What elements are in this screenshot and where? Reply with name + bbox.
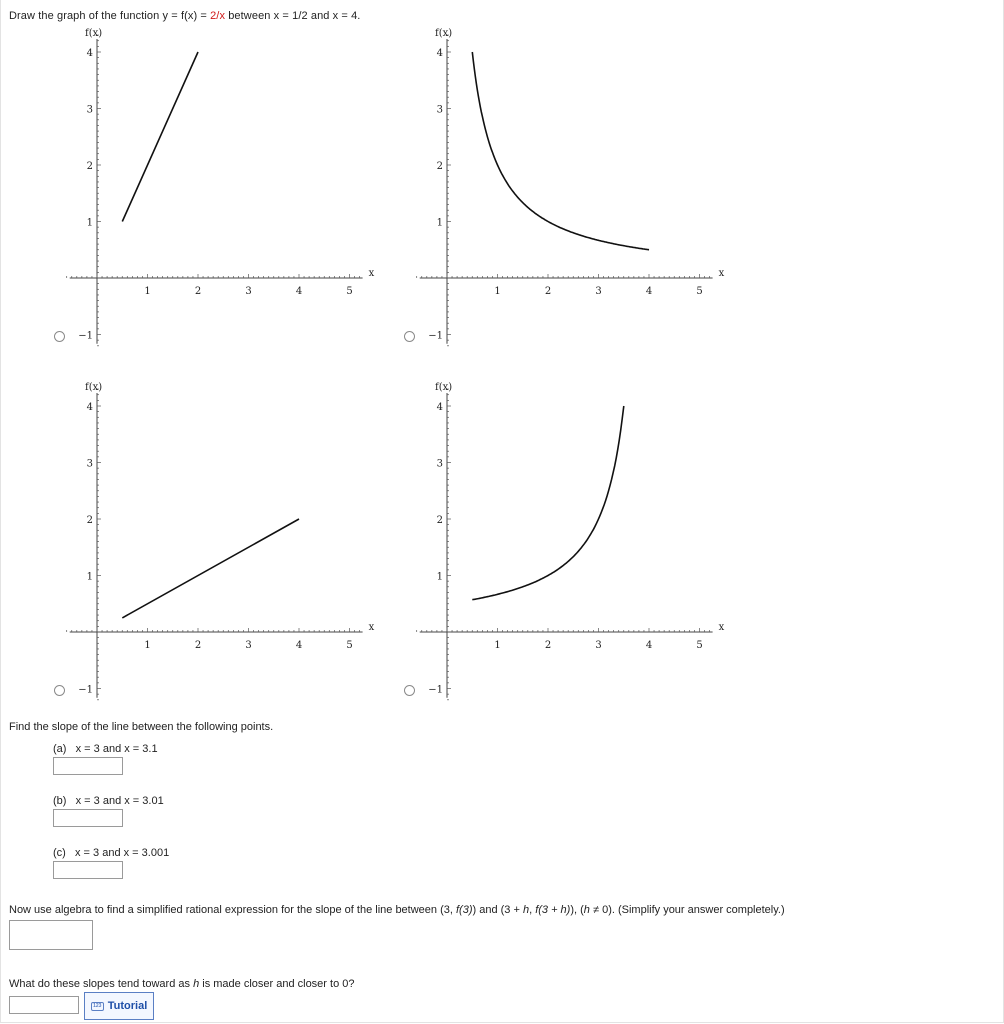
x-tick-label: 1 xyxy=(494,286,501,297)
x-tick-label: 5 xyxy=(346,286,353,297)
y-tick-label: 1 xyxy=(436,217,443,229)
algebra-expression-input[interactable] xyxy=(9,920,93,950)
part-b-letter: (b) xyxy=(53,795,67,807)
x-tick-label: 2 xyxy=(544,640,552,651)
x-tick-label: 4 xyxy=(295,286,303,297)
problem-prompt xyxy=(9,10,360,22)
y-axis-label: f(x) xyxy=(435,382,453,393)
tutorial-icon: 123 xyxy=(91,1002,104,1011)
limit-h: h xyxy=(193,978,200,990)
y-tick-label: 2 xyxy=(86,515,93,526)
part-a-label xyxy=(53,743,158,755)
y-tick-label: 4 xyxy=(86,48,93,59)
y-tick-label: 3 xyxy=(86,458,93,470)
radio-option-c[interactable] xyxy=(54,685,65,696)
y-tick-label: 3 xyxy=(436,458,443,470)
part-c-input[interactable] xyxy=(53,861,123,879)
algebra-text-3: ) and (3 + xyxy=(472,904,523,916)
y-tick-label: 3 xyxy=(86,104,93,116)
curve-series xyxy=(122,519,299,618)
limit-question xyxy=(9,978,355,990)
x-tick-label: 2 xyxy=(194,640,202,651)
algebra-text-6: ), ( xyxy=(570,904,584,916)
y-tick-label: 2 xyxy=(86,161,93,172)
prompt-function: 2/x xyxy=(210,10,226,22)
part-b-label xyxy=(53,795,164,807)
y-tick-label: 4 xyxy=(436,402,443,413)
y-tick-label: 1 xyxy=(86,571,93,583)
y-tick-label: 3 xyxy=(436,104,443,116)
x-tick-label: 3 xyxy=(245,286,252,297)
x-axis-label: x xyxy=(368,268,375,279)
y-tick-label: −1 xyxy=(78,684,93,696)
x-tick-label: 5 xyxy=(696,640,703,651)
y-tick-label: 4 xyxy=(86,402,93,413)
algebra-instruction xyxy=(9,904,785,916)
algebra-text-2: f(3) xyxy=(455,904,473,916)
y-tick-label: 2 xyxy=(436,515,443,526)
x-tick-label: 2 xyxy=(194,286,202,297)
graph-option-c xyxy=(50,380,375,703)
y-tick-label: 1 xyxy=(86,217,93,229)
curve-series xyxy=(472,52,649,250)
x-tick-label: 3 xyxy=(245,640,252,651)
part-a-input[interactable] xyxy=(53,757,123,775)
algebra-h-1: h xyxy=(522,904,530,916)
x-tick-label: 4 xyxy=(295,640,303,651)
radio-option-b[interactable] xyxy=(404,331,415,342)
algebra-text-5: f(3 + h) xyxy=(535,904,571,916)
curve-series xyxy=(122,52,198,222)
x-axis-label: x xyxy=(718,268,725,279)
y-axis-label: f(x) xyxy=(85,382,103,393)
x-tick-label: 1 xyxy=(144,640,151,651)
x-tick-label: 5 xyxy=(696,286,703,297)
y-tick-label: −1 xyxy=(78,330,93,342)
x-axis-label: x xyxy=(718,622,725,633)
algebra-text-4: , xyxy=(529,904,536,916)
graph-option-a xyxy=(50,26,375,349)
curve-series xyxy=(472,406,624,600)
prompt-lead: Draw the graph of the function y = f(x) = xyxy=(9,10,211,22)
algebra-h-2: h xyxy=(583,904,590,916)
algebra-text-1: Now use algebra to find a simplified rational expression for the slope of the line between (3, xyxy=(9,904,456,916)
radio-option-d[interactable] xyxy=(404,685,415,696)
limit-text-2: is made closer and closer to 0? xyxy=(199,978,355,990)
graph-option-d xyxy=(400,380,725,703)
x-tick-label: 5 xyxy=(346,640,353,651)
radio-option-a[interactable] xyxy=(54,331,65,342)
tutorial-button[interactable] xyxy=(84,992,154,1020)
plot-svg xyxy=(50,380,375,700)
slope-instruction: Find the slope of the line between the following points. xyxy=(9,721,274,733)
algebra-text-7: ≠ 0). (Simplify your answer completely.) xyxy=(589,904,785,916)
graph-option-b xyxy=(400,26,725,349)
y-axis-label: f(x) xyxy=(435,28,453,39)
part-a-letter: (a) xyxy=(53,743,67,755)
y-tick-label: 2 xyxy=(436,161,443,172)
y-tick-label: −1 xyxy=(428,330,443,342)
x-axis-label: x xyxy=(368,622,375,633)
plot-svg xyxy=(400,26,725,346)
x-tick-label: 1 xyxy=(144,286,151,297)
plot-svg xyxy=(400,380,725,700)
part-b-input[interactable] xyxy=(53,809,123,827)
x-tick-label: 2 xyxy=(544,286,552,297)
prompt-tail: between x = 1/2 and x = 4. xyxy=(225,10,361,22)
tutorial-label: Tutorial xyxy=(107,1000,148,1012)
x-tick-label: 4 xyxy=(645,640,653,651)
limit-input[interactable] xyxy=(9,996,79,1014)
x-tick-label: 4 xyxy=(645,286,653,297)
part-a-text: x = 3 and x = 3.1 xyxy=(75,743,158,755)
x-tick-label: 3 xyxy=(595,640,602,651)
part-c-letter: (c) xyxy=(53,847,66,859)
x-tick-label: 1 xyxy=(494,640,501,651)
part-c-label xyxy=(53,847,169,859)
y-tick-label: 4 xyxy=(436,48,443,59)
y-tick-label: −1 xyxy=(428,684,443,696)
plot-svg xyxy=(50,26,375,346)
part-b-text: x = 3 and x = 3.01 xyxy=(75,795,164,807)
y-axis-label: f(x) xyxy=(85,28,103,39)
x-tick-label: 3 xyxy=(595,286,602,297)
limit-text-1: What do these slopes tend toward as xyxy=(9,978,194,990)
y-tick-label: 1 xyxy=(436,571,443,583)
part-c-text: x = 3 and x = 3.001 xyxy=(75,847,170,859)
